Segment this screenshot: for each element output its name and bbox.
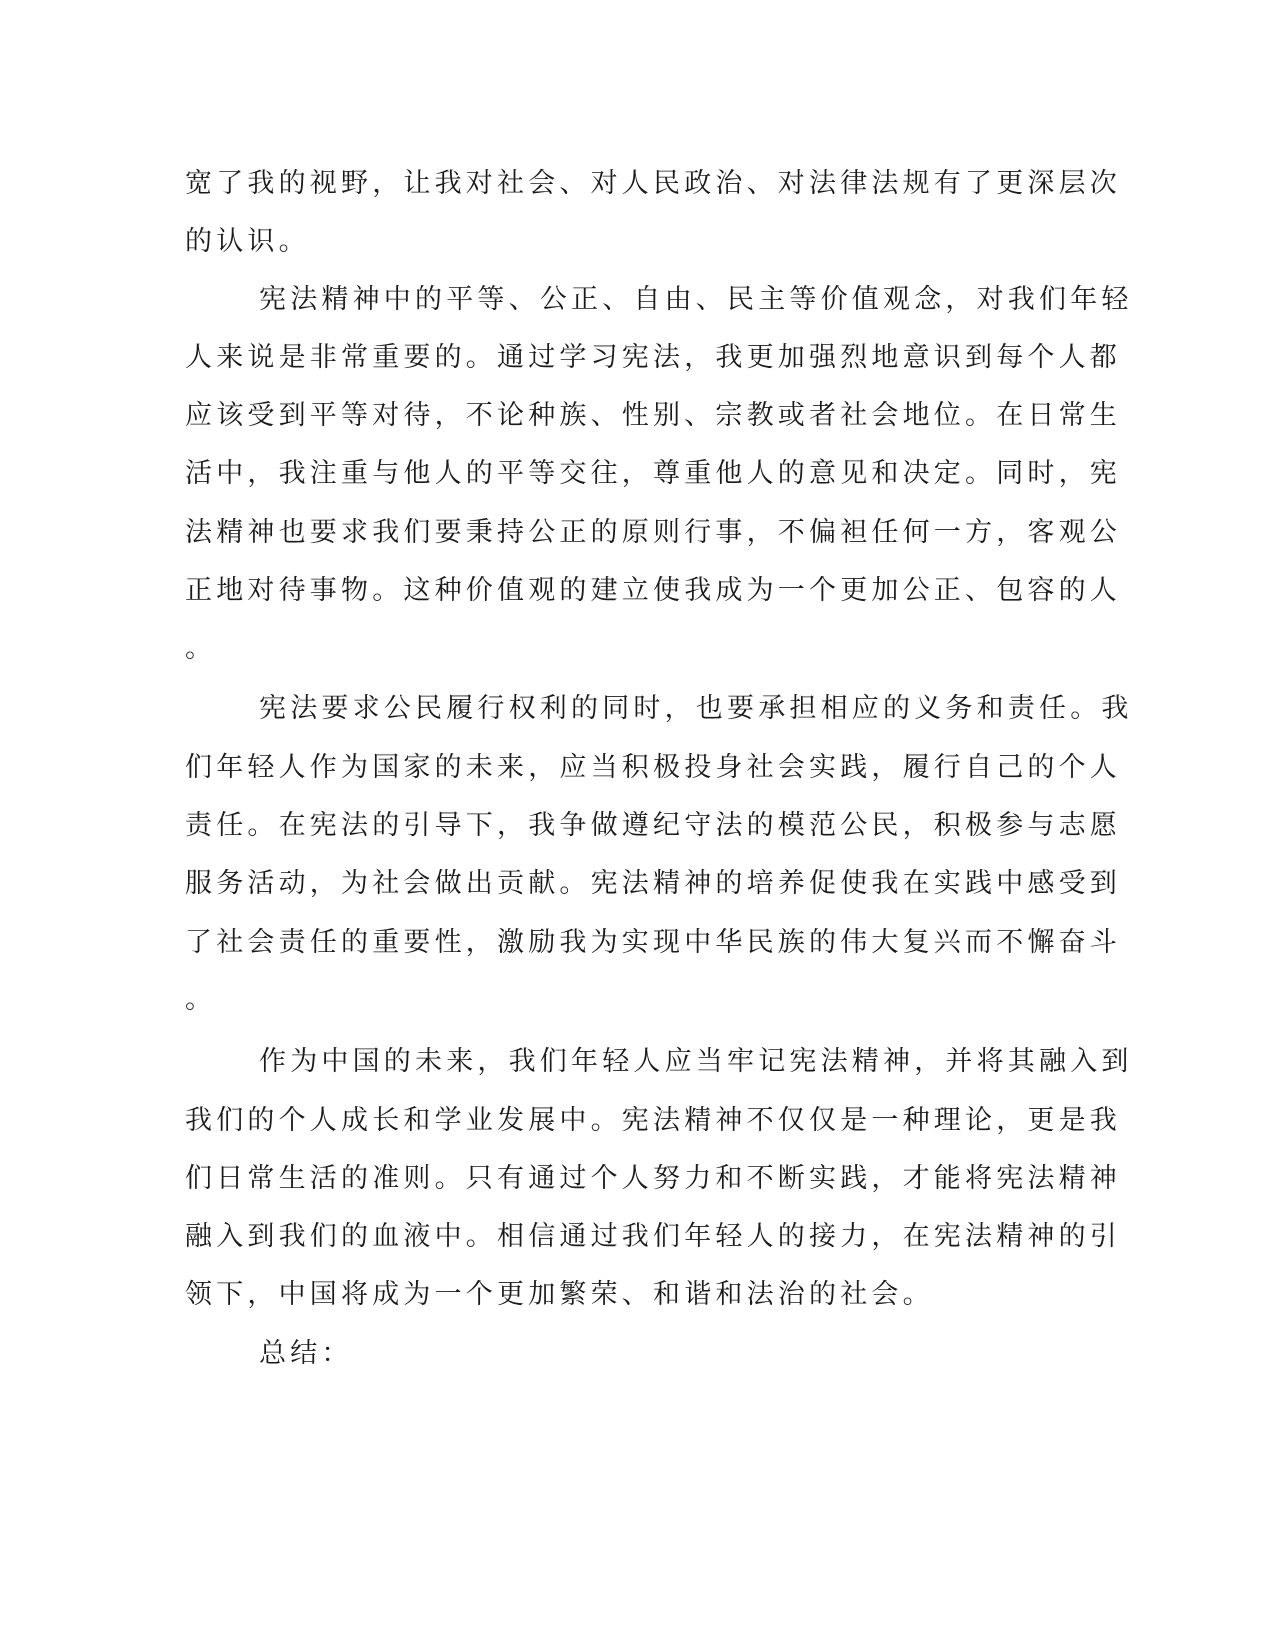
- text-line: 作为中国的未来，我们年轻人应当牢记宪法精神，并将其融入到: [259, 1046, 1133, 1077]
- text-line: 应该受到平等对待，不论种族、性别、宗教或者社会地位。在日常生: [185, 400, 1121, 431]
- text-line: 服务活动，为社会做出贡献。宪法精神的培养促使我在实践中感受到: [185, 868, 1121, 899]
- text-line: 活中，我注重与他人的平等交往，尊重他人的意见和决定。同时，宪: [185, 458, 1121, 489]
- text-line: 。: [185, 984, 217, 1015]
- text-line: 了社会责任的重要性，激励我为实现中华民族的伟大复兴而不懈奋斗: [185, 927, 1121, 958]
- text-line: 责任。在宪法的引导下，我争做遵纪守法的模范公民，积极参与志愿: [185, 810, 1121, 841]
- text-line: 正地对待事物。这种价值观的建立使我成为一个更加公正、包容的人: [185, 575, 1121, 606]
- text-line: 宪法要求公民履行权利的同时，也要承担相应的义务和责任。我: [259, 693, 1133, 724]
- text-line: 们日常生活的准则。只有通过个人努力和不断实践，才能将宪法精神: [185, 1163, 1121, 1194]
- text-line: 法精神也要求我们要秉持公正的原则行事，不偏袒任何一方，客观公: [185, 517, 1121, 548]
- text-line: 领下，中国将成为一个更加繁荣、和谐和法治的社会。: [185, 1279, 934, 1310]
- text-line: 们年轻人作为国家的未来，应当积极投身社会实践，履行自己的个人: [185, 752, 1121, 783]
- text-line: 我们的个人成长和学业发展中。宪法精神不仅仅是一种理论，更是我: [185, 1105, 1121, 1136]
- text-line: 的认识。: [185, 226, 310, 257]
- text-line: 宪法精神中的平等、公正、自由、民主等价值观念，对我们年轻: [259, 284, 1133, 315]
- text-line: 融入到我们的血液中。相信通过我们年轻人的接力，在宪法精神的引: [185, 1221, 1121, 1252]
- text-line: 人来说是非常重要的。通过学习宪法，我更加强烈地意识到每个人都: [185, 342, 1121, 373]
- text-line: 。: [185, 633, 217, 664]
- summary-heading: 总结：: [259, 1338, 353, 1369]
- text-line: 宽了我的视野，让我对社会、对人民政治、对法律法规有了更深层次: [185, 168, 1121, 199]
